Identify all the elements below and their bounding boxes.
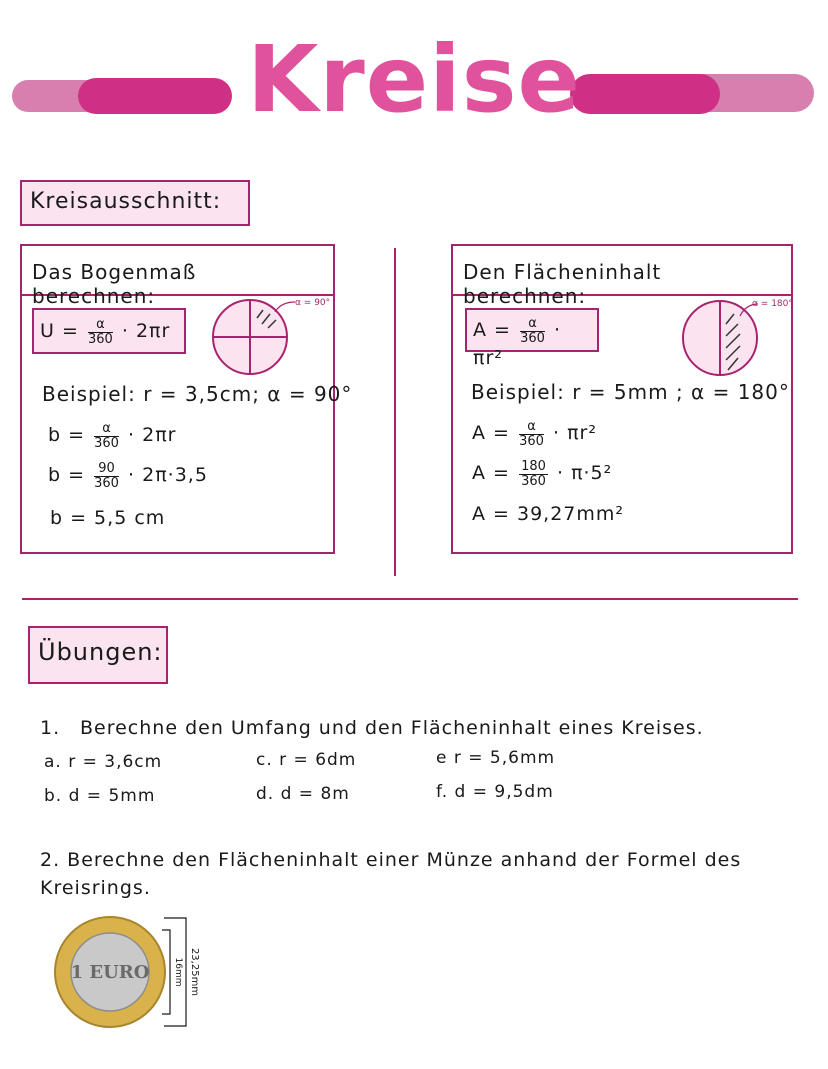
vertical-divider bbox=[394, 248, 396, 576]
task1-item-f: f. d = 9,5dm bbox=[436, 782, 554, 802]
task1-item-c: c. r = 6dm bbox=[256, 750, 357, 770]
example-line: Beispiel: r = 5mm ; α = 180° bbox=[471, 380, 790, 404]
task1-item-b: b. d = 5mm bbox=[44, 786, 156, 806]
task1-item-d: d. d = 8m bbox=[256, 784, 350, 804]
step2-line: b = $\frac{90}{360}$ · 2π·3,5 bbox=[48, 461, 208, 491]
task2-text: 2. Berechne den Flächeninhalt einer Münze anhand der Formel des Kreisrings. bbox=[40, 849, 742, 899]
result-line: A = 39,27mm² bbox=[472, 503, 625, 525]
section-label-text: Übungen: bbox=[38, 638, 163, 666]
formula-fraction: $\frac{\alpha}{360}$ bbox=[520, 316, 545, 346]
card-header-text: Den Flächeninhalt berechnen: bbox=[463, 260, 662, 308]
section-label-uebungen bbox=[28, 626, 168, 684]
formula-lhs: A = bbox=[473, 319, 511, 341]
step1-line: A = $\frac{\alpha}{360}$ · πr² bbox=[472, 419, 597, 449]
formula-box-a bbox=[465, 308, 599, 369]
formula-fraction: $\frac{\alpha}{360}$ bbox=[87, 317, 113, 347]
horizontal-divider bbox=[22, 598, 798, 600]
euro-coin-image bbox=[52, 912, 212, 1032]
half-circle-diagram bbox=[670, 294, 800, 384]
section-label-kreisausschnitt bbox=[20, 180, 250, 226]
step1-line: b = $\frac{\alpha}{360}$ · 2πr bbox=[48, 421, 177, 451]
section-label-text: Kreisausschnitt: bbox=[30, 189, 222, 214]
formula-rhs: · 2πr bbox=[121, 320, 171, 342]
formula-lhs: U = bbox=[40, 320, 79, 342]
task1-item-e: e r = 5,6mm bbox=[436, 748, 556, 768]
outer-diameter-label: 23,25mm bbox=[189, 947, 200, 997]
card-header-text: Das Bogenmaß berechnen: bbox=[32, 260, 197, 308]
quarter-circle-diagram bbox=[205, 290, 335, 380]
page-title: Kreise bbox=[247, 26, 581, 133]
task1-text: Berechne den Umfang und den Flächeninhalt eines Kreises. bbox=[80, 717, 704, 739]
step2-line: A = $\frac{180}{360}$ · π·5² bbox=[472, 459, 613, 489]
angle-label: α = 90° bbox=[295, 298, 331, 308]
task1-item-a: a. r = 3,6cm bbox=[44, 752, 163, 772]
formula-box-u bbox=[32, 308, 186, 354]
inner-diameter-label: 16mm bbox=[173, 957, 183, 987]
example-line: Beispiel: r = 3,5cm; α = 90° bbox=[42, 382, 353, 406]
coin-text: 1 EURO bbox=[70, 962, 150, 983]
result-line: b = 5,5 cm bbox=[50, 507, 166, 529]
angle-label: α = 180° bbox=[752, 299, 793, 309]
task1-number: 1. bbox=[40, 717, 61, 739]
formula-rhs: · πr² bbox=[473, 319, 562, 369]
